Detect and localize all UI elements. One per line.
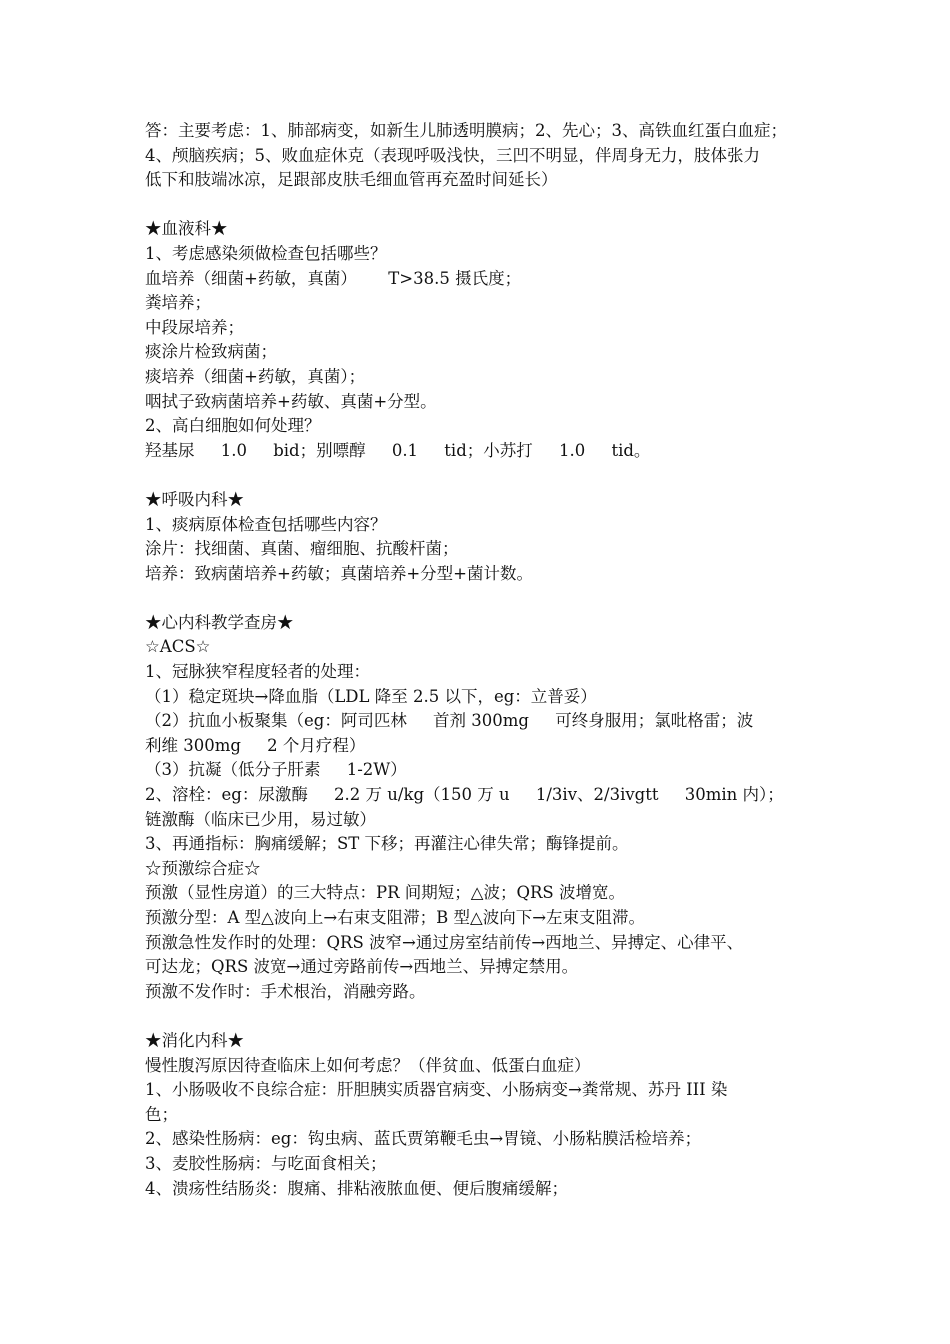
text-line: 羟基尿 1.0 bid；别嘌醇 0.1 tid；小苏打 1.0 tid。 <box>145 440 651 460</box>
text-line: 可达龙；QRS 波宽→通过旁路前传→西地兰、异搏定禁用。 <box>145 957 579 977</box>
text-line: （2）抗血小板聚集（eg：阿司匹林 首剂 300mg 可终身服用；氯吡格雷；波 <box>145 711 754 731</box>
text-line: 答：主要考虑：1、肺部病变，如新生儿肺透明膜病；2、先心；3、高铁血红蛋白血症； <box>145 121 787 140</box>
text-line: 涂片：找细菌、真菌、瘤细胞、抗酸杆菌； <box>145 539 459 559</box>
blank-line <box>145 1004 825 1029</box>
text-line: 血培养（细菌+药敏，真菌） T>38.5 摄氏度； <box>145 268 522 288</box>
text-line: 慢性腹泻原因待查临床上如何考虑？（伴贫血、低蛋白血症） <box>145 1055 591 1075</box>
text-line: 预激分型：A 型△波向上→右束支阻滞；B 型△波向下→左束支阻滞。 <box>145 908 646 927</box>
text-line: 低下和肢端冰凉，足跟部皮肤毛细血管再充盈时间延长） <box>145 170 558 190</box>
text-line: （3）抗凝（低分子肝素 1-2W） <box>145 760 407 780</box>
text-line: 4、颅脑疾病；5、败血症休克（表现呼吸浅快，三凹不明显，伴周身无力，肢体张力 <box>145 145 760 165</box>
text-line: （1）稳定斑块→降血脂（LDL 降至 2.5 以下，eg：立普妥） <box>145 686 597 706</box>
text-line: 预激不发作时：手术根治，消融旁路。 <box>145 981 426 1001</box>
blank-line <box>145 586 825 611</box>
text-line: 1、冠脉狭窄程度轻者的处理： <box>145 662 370 682</box>
text-line: 利维 300mg 2 个月疗程） <box>145 735 366 755</box>
text-line: 1、考虑感染须做检查包括哪些？ <box>145 243 387 263</box>
text-line: 2、溶栓：eg：尿激酶 2.2 万 u/kg（150 万 u 1/3iv、2/3ivgtt 30min 内）； <box>145 785 784 805</box>
text-line: 3、再通指标：胸痛缓解；ST 下移；再灌注心律失常；酶锋提前。 <box>145 834 629 854</box>
text-line: ★血液科★ <box>145 219 228 239</box>
text-line: 咽拭子致病菌培养+药敏、真菌+分型。 <box>145 391 437 411</box>
text-line: 预激（显性房道）的三大特点：PR 间期短；△波；QRS 波增宽。 <box>145 883 625 903</box>
text-line: 2、感染性肠病：eg：钩虫病、蓝氏贾第鞭毛虫→胃镜、小肠粘膜活检培养； <box>145 1129 702 1149</box>
text-line: 色； <box>145 1104 178 1124</box>
text-line: 中段尿培养； <box>145 317 244 337</box>
text-line: 培养：致病菌培养+药敏；真菌培养+分型+菌计数。 <box>145 563 533 583</box>
text-line: 痰涂片检致病菌； <box>145 342 277 362</box>
text-line: 2、高白细胞如何处理？ <box>145 416 321 436</box>
text-line: 3、麦胶性肠病：与吃面食相关； <box>145 1153 387 1173</box>
text-line: 1、小肠吸收不良综合症：肝胆胰实质器官病变、小肠病变→粪常规、苏丹 III 染 <box>145 1080 728 1100</box>
document-body <box>145 119 825 1201</box>
text-line: 预激急性发作时的处理：QRS 波窄→通过房室结前传→西地兰、异搏定、心律平、 <box>145 932 744 952</box>
text-line: 链激酶（临床已少用，易过敏） <box>145 809 376 829</box>
blank-line <box>145 463 825 488</box>
text-line: 粪培养； <box>145 293 211 313</box>
text-line: ☆ACS☆ <box>145 637 211 657</box>
text-line: ★消化内科★ <box>145 1030 244 1050</box>
text-line: 痰培养（细菌+药敏，真菌）； <box>145 366 366 386</box>
text-line: ☆预激综合症☆ <box>145 858 261 878</box>
text-line: 4、溃疡性结肠炎：腹痛、排粘液脓血便、便后腹痛缓解； <box>145 1178 568 1198</box>
text-line: ★呼吸内科★ <box>145 489 244 509</box>
text-line: ★心内科教学查房★ <box>145 612 294 632</box>
text-line: 1、痰病原体检查包括哪些内容？ <box>145 514 387 534</box>
blank-line <box>145 193 825 218</box>
